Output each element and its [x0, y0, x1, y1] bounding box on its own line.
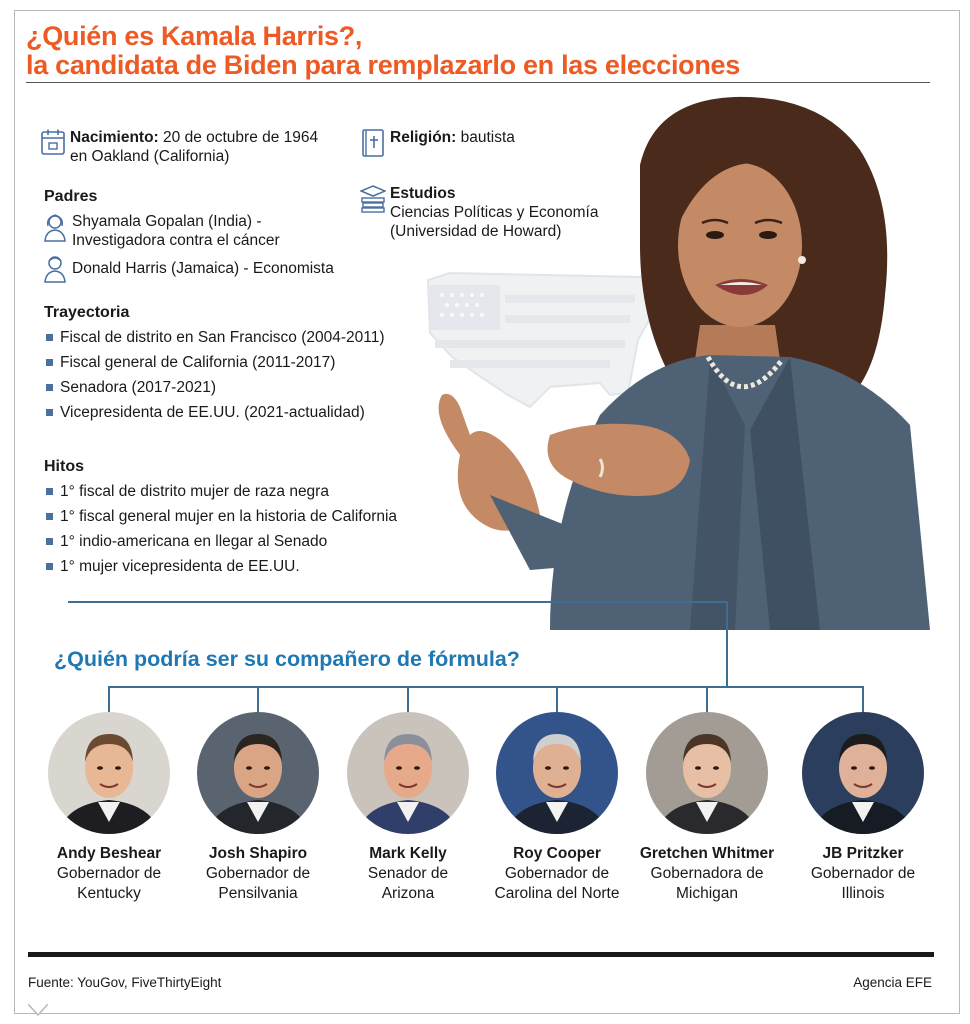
calendar-icon	[40, 128, 66, 158]
candidate-card	[183, 712, 333, 904]
milestone-item	[46, 532, 327, 551]
studies-line-1: Ciencias Políticas y Economía	[390, 204, 599, 221]
candidate-state: Arizona	[381, 885, 435, 902]
bullet-square	[46, 563, 53, 570]
candidate-role: Senador de	[367, 865, 449, 882]
candidate-role: Gobernador de	[205, 865, 311, 882]
bullet-square	[46, 488, 53, 495]
candidate-card	[788, 712, 938, 904]
connector-horizontal	[108, 686, 864, 688]
career-item-text: Fiscal general de California (2011-2017)	[60, 354, 336, 371]
birth-info	[40, 128, 318, 166]
candidate-name: JB Pritzker	[822, 845, 904, 862]
kamala-harris-photo	[390, 95, 930, 630]
bullet-square	[46, 334, 53, 341]
candidate-card	[632, 712, 782, 904]
connector-drop	[108, 686, 110, 712]
candidate-card	[34, 712, 184, 904]
mother-line-1: Shyamala Gopalan (India) -	[72, 213, 262, 230]
candidate-name: Mark Kelly	[369, 845, 447, 862]
connector-vertical	[726, 601, 728, 687]
career-item	[46, 378, 216, 397]
bullet-square	[46, 409, 53, 416]
candidate-state: Pensilvania	[218, 885, 298, 902]
milestone-item-text: 1° fiscal de distrito mujer de raza negra	[60, 483, 329, 500]
candidate-photo	[48, 712, 170, 834]
religion-value: bautista	[456, 129, 515, 146]
candidate-role: Gobernador de	[504, 865, 610, 882]
milestone-item-text: 1° indio-americana en llegar al Senado	[60, 533, 328, 550]
candidate-photo	[347, 712, 469, 834]
studies-line-2: (Universidad de Howard)	[390, 223, 562, 240]
career-item-text: Senadora (2017-2021)	[60, 379, 216, 396]
running-mate-heading: ¿Quién podría ser su compañero de fórmula?	[54, 647, 520, 671]
candidate-name: Roy Cooper	[513, 845, 601, 862]
career-item	[46, 328, 385, 347]
milestone-item-text: 1° mujer vicepresidenta de EE.UU.	[60, 558, 300, 575]
title-divider	[26, 82, 930, 83]
milestones-heading: Hitos	[44, 458, 84, 475]
birth-place: en Oakland (California)	[70, 148, 230, 165]
agency-credit: Agencia EFE	[853, 975, 932, 990]
candidate-role: Gobernadora de	[650, 865, 764, 882]
candidate-photo	[646, 712, 768, 834]
footer-divider	[28, 952, 934, 957]
parents-heading: Padres	[44, 188, 98, 205]
milestone-item	[46, 482, 329, 501]
career-item	[46, 353, 335, 372]
candidate-name: Andy Beshear	[56, 845, 162, 862]
bullet-square	[46, 538, 53, 545]
books-icon	[360, 184, 386, 214]
milestone-item	[46, 507, 397, 526]
title-line-1: ¿Quién es Kamala Harris?,	[26, 21, 363, 51]
religion-label: Religión:	[390, 129, 457, 146]
us-map-flag-icon	[428, 271, 658, 407]
father-info	[42, 253, 334, 283]
candidate-card	[482, 712, 632, 904]
bullet-square	[46, 513, 53, 520]
page-title	[26, 22, 946, 80]
candidate-role: Gobernador de	[56, 865, 162, 882]
mother-info	[42, 212, 280, 250]
candidate-photo	[197, 712, 319, 834]
candidate-photo	[496, 712, 618, 834]
candidate-state: Kentucky	[77, 885, 141, 902]
frame-notch	[28, 1004, 48, 1016]
connector-drop	[407, 686, 409, 712]
divider-line	[68, 601, 728, 603]
career-item	[46, 403, 365, 422]
title-line-2: la candidata de Biden para remplazarlo en las elecciones	[26, 50, 740, 80]
milestone-item-text: 1° fiscal general mujer en la historia de California	[60, 508, 398, 525]
candidate-state: Illinois	[841, 885, 885, 902]
bullet-square	[46, 359, 53, 366]
candidate-card	[333, 712, 483, 904]
studies-label: Estudios	[390, 185, 456, 202]
bullet-square	[46, 384, 53, 391]
career-item-text: Vicepresidenta de EE.UU. (2021-actualidad)	[60, 404, 365, 421]
candidate-name: Josh Shapiro	[208, 845, 308, 862]
candidate-state: Michigan	[675, 885, 739, 902]
candidate-role: Gobernador de	[810, 865, 916, 882]
father-text: Donald Harris (Jamaica) - Economista	[72, 260, 334, 277]
connector-drop	[556, 686, 558, 712]
mother-line-2: Investigadora contra el cáncer	[72, 232, 280, 249]
candidate-state: Carolina del Norte	[494, 885, 620, 902]
birth-label: Nacimiento:	[70, 129, 159, 146]
woman-icon	[42, 212, 68, 242]
connector-drop	[862, 686, 864, 712]
candidate-name: Gretchen Whitmer	[639, 845, 775, 862]
career-item-text: Fiscal de distrito en San Francisco (2004-2011)	[60, 329, 385, 346]
man-icon	[42, 253, 68, 283]
milestone-item	[46, 557, 300, 576]
birth-date: 20 de octubre de 1964	[158, 129, 319, 146]
connector-drop	[257, 686, 259, 712]
source-text: Fuente: YouGov, FiveThirtyEight	[28, 975, 222, 990]
career-heading: Trayectoria	[44, 304, 130, 321]
bible-icon	[360, 128, 386, 158]
candidate-photo	[802, 712, 924, 834]
connector-drop	[706, 686, 708, 712]
